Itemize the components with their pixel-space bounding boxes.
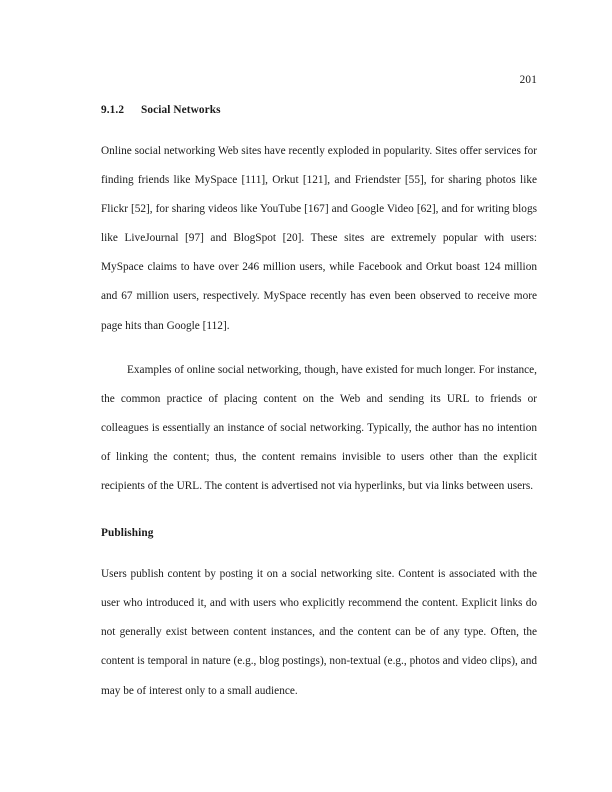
section-title: Social Networks [141, 104, 221, 116]
paragraph-publishing-body: Users publish content by posting it on a social networking site. Content is associated with the user who introduced it, and with users who explicitly recommend the content. Explicit links do not generally exist between content instances, and the content can be of any type. Often, the content is temporal in nature (e.g., blog postings), non-textual (e.g., photos and video clips), and may be of interest only to a small audience. [101, 568, 537, 697]
subsection-heading-publishing: Publishing [101, 527, 154, 540]
paragraph-spacer [101, 341, 537, 356]
section-heading [101, 104, 537, 116]
subheading-spacer [101, 501, 537, 527]
section-number: 9.1.2 [101, 104, 125, 116]
paragraph-examples-history: Examples of online social networking, though, have existed for much longer. For instance, the common practice of placing content on the Web and sending its URL to friends or colleagues is essentially an instance of social networking. Typically, the author has no intention of linking the content; thus, the content remains invisible to users other than the explicit recipients of the URL. The content is advertised not via hyperlinks, but via links between users. [101, 363, 537, 493]
page-content [101, 104, 537, 706]
paragraph-social-networks-intro: Online social networking Web sites have recently exploded in popularity. Sites offer services for finding friends like MySpace [111], Orkut [121], and Friendster [55], for sharing photos like Flickr [52], for sharing videos like YouTube [167] and Google Video [62], and for writing blogs like LiveJournal [97] and BlogSpot [20]. These sites are extremely popular with users: MySpace claims to have over 246 million users, while Facebook and Orkut boast 124 million and 67 million users, respectively. MySpace recently has even been observed to receive more page hits than Google [112]. [101, 145, 537, 332]
page-number: 201 [519, 74, 537, 86]
